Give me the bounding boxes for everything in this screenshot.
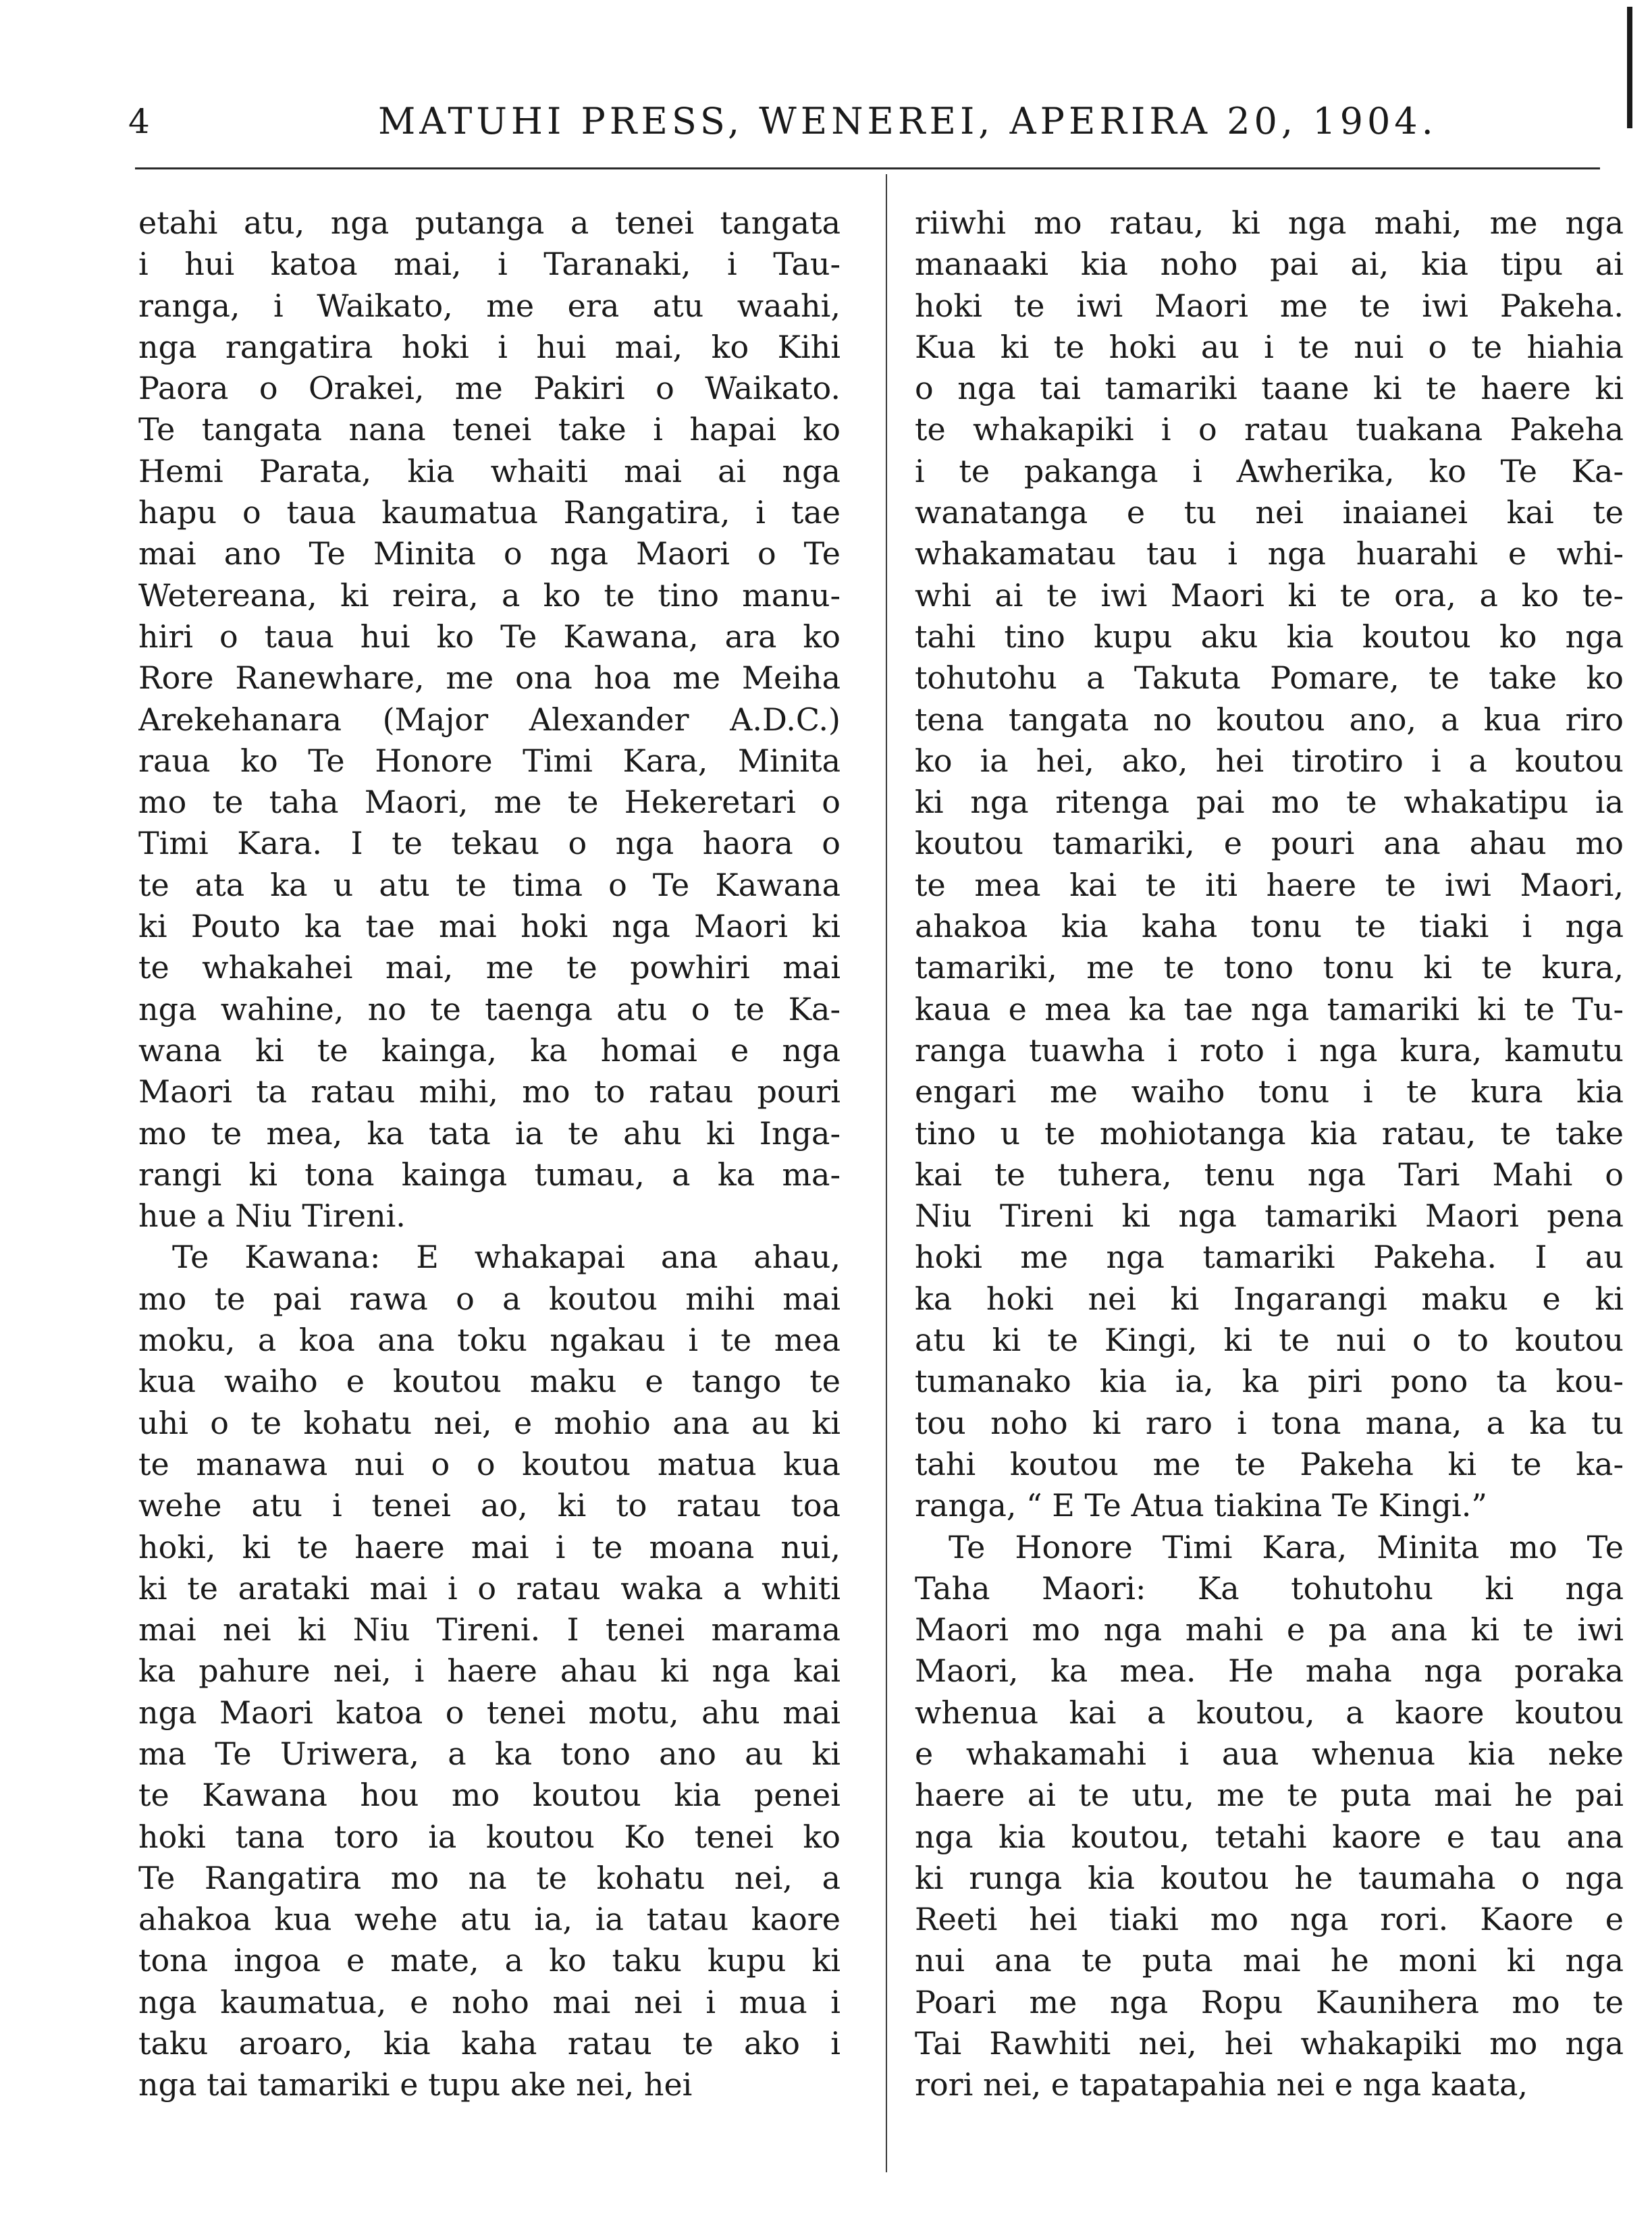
text-line: Maori, ka mea. He maha nga poraka xyxy=(915,1653,1624,1690)
text-line: nga tai tamariki e tupu ake nei, hei xyxy=(138,2066,693,2103)
text-line: hue a Niu Tireni. xyxy=(138,1198,406,1235)
text-line: atu ki te Kingi, ki te nui o to koutou xyxy=(915,1322,1624,1359)
text-line: kaua e mea ka tae nga tamariki ki te Tu- xyxy=(915,990,1624,1027)
text-line: e whakamahi i aua whenua kia neke xyxy=(915,1735,1624,1772)
text-line: tahi tino kupu aku kia koutou ko nga xyxy=(915,618,1624,655)
header-rule xyxy=(135,167,1600,169)
text-line: Poari me nga Ropu Kaunihera mo te xyxy=(915,1983,1624,2020)
text-line: ma Te Uriwera, a ka tono ano au ki xyxy=(138,1735,841,1772)
text-line: nga kaumatua, e noho mai nei i mua i xyxy=(138,1983,841,2020)
text-line: mo te pai rawa o a koutou mihi mai xyxy=(138,1280,841,1317)
text-line: tou noho ki raro i tona mana, a ka tu xyxy=(915,1404,1624,1441)
text-line: ki runga kia koutou he taumaha o nga xyxy=(915,1859,1624,1896)
text-line: nga rangatira hoki i hui mai, ko Kihi xyxy=(138,328,841,365)
text-line: hiri o taua hui ko Te Kawana, ara ko xyxy=(138,618,841,655)
text-line: nui ana te puta mai he moni ki nga xyxy=(915,1942,1624,1979)
text-line: wehe atu i tenei ao, ki to ratau toa xyxy=(138,1487,841,1524)
text-line: engari me waiho tonu i te kura kia xyxy=(915,1073,1624,1110)
text-line: te Kawana hou mo koutou kia penei xyxy=(138,1777,841,1814)
page-edge-rule xyxy=(1627,7,1632,128)
text-line: tamariki, me te tono tonu ki te kura, xyxy=(915,949,1624,986)
text-line: moku, a koa ana toku ngakau i te mea xyxy=(138,1322,841,1359)
text-line: te ata ka u atu te tima o Te Kawana xyxy=(138,866,841,903)
text-line: manaaki kia noho pai ai, kia tipu ai xyxy=(915,246,1624,283)
text-line: ka hoki nei ki Ingarangi maku e ki xyxy=(915,1280,1624,1317)
text-line: riiwhi mo ratau, ki nga mahi, me nga xyxy=(915,205,1624,241)
text-line: Rore Ranewhare, me ona hoa me Meiha xyxy=(138,660,841,697)
text-line: ranga, “ E Te Atua tiakina Te Kingi.” xyxy=(915,1487,1487,1524)
text-line: rangi ki tona kainga tumau, a ka ma- xyxy=(138,1156,841,1193)
text-line: nga kia koutou, tetahi kaore e tau ana xyxy=(915,1818,1624,1855)
text-line: Te Rangatira mo na te kohatu nei, a xyxy=(138,1859,841,1896)
text-line: i hui katoa mai, i Taranaki, i Tau- xyxy=(138,246,841,283)
text-line: kua waiho e koutou maku e tango te xyxy=(138,1363,841,1400)
text-line: o nga tai tamariki taane ki te haere ki xyxy=(915,370,1624,407)
text-line: Tai Rawhiti nei, hei whakapiki mo nga xyxy=(915,2025,1624,2062)
text-line: mai ano Te Minita o nga Maori o Te xyxy=(138,535,841,572)
text-line: Wetereana, ki reira, a ko te tino manu- xyxy=(138,576,841,614)
text-line: wanatanga e tu nei inaianei kai te xyxy=(915,494,1624,531)
text-line: ki nga ritenga pai mo te whakatipu ia xyxy=(915,784,1624,821)
text-line: Maori ta ratau mihi, mo to ratau pouri xyxy=(138,1073,841,1110)
text-line: ki Pouto ka tae mai hoki nga Maori ki xyxy=(138,908,841,945)
text-line: Maori mo nga mahi e pa ana ki te iwi xyxy=(915,1611,1624,1648)
masthead: MATUHI PRESS, WENEREI, APERIRA 20, 1904. xyxy=(378,100,1437,142)
text-line: wana ki te kainga, ka homai e nga xyxy=(138,1031,841,1069)
text-line: Timi Kara. I te tekau o nga haora o xyxy=(138,825,841,862)
text-line: Arekehanara (Major Alexander A.D.C.) xyxy=(138,701,841,738)
text-line: Hemi Parata, kia whaiti mai ai nga xyxy=(138,452,841,489)
text-line: whi ai te iwi Maori ki te ora, a ko te- xyxy=(915,576,1624,614)
text-line: hoki tana toro ia koutou Ko tenei ko xyxy=(138,1818,841,1855)
text-line: tahi koutou me te Pakeha ki te ka- xyxy=(915,1445,1624,1482)
text-line: raua ko Te Honore Timi Kara, Minita xyxy=(138,742,841,779)
text-line: te whakapiki i o ratau tuakana Pakeha xyxy=(915,411,1624,448)
text-line: hoki, ki te haere mai i te moana nui, xyxy=(138,1528,841,1565)
text-line: hapu o taua kaumatua Rangatira, i tae xyxy=(138,494,841,531)
text-line: te manawa nui o o koutou matua kua xyxy=(138,1445,841,1482)
right-column xyxy=(915,203,1624,2106)
text-line: tino u te mohiotanga kia ratau, te take xyxy=(915,1114,1624,1152)
text-line: nga Maori katoa o tenei motu, ahu mai xyxy=(138,1694,841,1731)
text-line: whakamatau tau i nga huarahi e whi- xyxy=(915,535,1624,572)
text-line: i te pakanga i Awherika, ko Te Ka- xyxy=(915,452,1624,489)
text-line: Te Kawana: E whakapai ana ahau, xyxy=(172,1239,841,1276)
text-line: ranga tuawha i roto i nga kura, kamutu xyxy=(915,1031,1624,1069)
text-line: ki te arataki mai i o ratau waka a whiti xyxy=(138,1569,841,1607)
text-line: hoki te iwi Maori me te iwi Pakeha. xyxy=(915,287,1624,324)
text-line: hoki me nga tamariki Pakeha. I au xyxy=(915,1239,1624,1276)
text-line: te whakahei mai, me te powhiri mai xyxy=(138,949,841,986)
text-line: ahakoa kua wehe atu ia, ia tatau kaore xyxy=(138,1901,841,1938)
text-line: Niu Tireni ki nga tamariki Maori pena xyxy=(915,1198,1624,1235)
text-line: whenua kai a koutou, a kaore koutou xyxy=(915,1694,1624,1731)
text-line: Te Honore Timi Kara, Minita mo Te xyxy=(949,1528,1624,1565)
text-line: te mea kai te iti haere te iwi Maori, xyxy=(915,866,1624,903)
text-line: Te tangata nana tenei take i hapai ko xyxy=(138,411,841,448)
text-line: mai nei ki Niu Tireni. I tenei marama xyxy=(138,1611,841,1648)
text-line: kai te tuhera, tenu nga Tari Mahi o xyxy=(915,1156,1624,1193)
text-line: tohutohu a Takuta Pomare, te take ko xyxy=(915,660,1624,697)
text-line: koutou tamariki, e pouri ana ahau mo xyxy=(915,825,1624,862)
text-line: Kua ki te hoki au i te nui o te hiahia xyxy=(915,328,1624,365)
text-line: taku aroaro, kia kaha ratau te ako i xyxy=(138,2025,841,2062)
text-line: Taha Maori: Ka tohutohu ki nga xyxy=(915,1569,1624,1607)
text-line: mo te taha Maori, me te Hekeretari o xyxy=(138,784,841,821)
text-line: nga wahine, no te taenga atu o te Ka- xyxy=(138,990,841,1027)
text-line: rori nei, e tapatapahia nei e nga kaata, xyxy=(915,2066,1528,2103)
text-line: ka pahure nei, i haere ahau ki nga kai xyxy=(138,1653,841,1690)
text-line: tena tangata no koutou ano, a kua riro xyxy=(915,701,1624,738)
text-line: tumanako kia ia, ka piri pono ta kou- xyxy=(915,1363,1624,1400)
text-line: ko ia hei, ako, hei tirotiro i a koutou xyxy=(915,742,1624,779)
left-column xyxy=(138,203,841,2106)
text-line: tona ingoa e mate, a ko taku kupu ki xyxy=(138,1942,841,1979)
text-line: ahakoa kia kaha tonu te tiaki i nga xyxy=(915,908,1624,945)
text-line: haere ai te utu, me te puta mai he pai xyxy=(915,1777,1624,1814)
page-number: 4 xyxy=(128,102,151,141)
text-line: etahi atu, nga putanga a tenei tangata xyxy=(138,205,841,241)
text-line: Paora o Orakei, me Pakiri o Waikato. xyxy=(138,370,841,407)
text-line: Reeti hei tiaki mo nga rori. Kaore e xyxy=(915,1901,1624,1938)
column-divider xyxy=(886,174,887,2172)
text-line: ranga, i Waikato, me era atu waahi, xyxy=(138,287,841,324)
text-line: mo te mea, ka tata ia te ahu ki Inga- xyxy=(138,1114,841,1152)
text-line: uhi o te kohatu nei, e mohio ana au ki xyxy=(138,1404,841,1441)
